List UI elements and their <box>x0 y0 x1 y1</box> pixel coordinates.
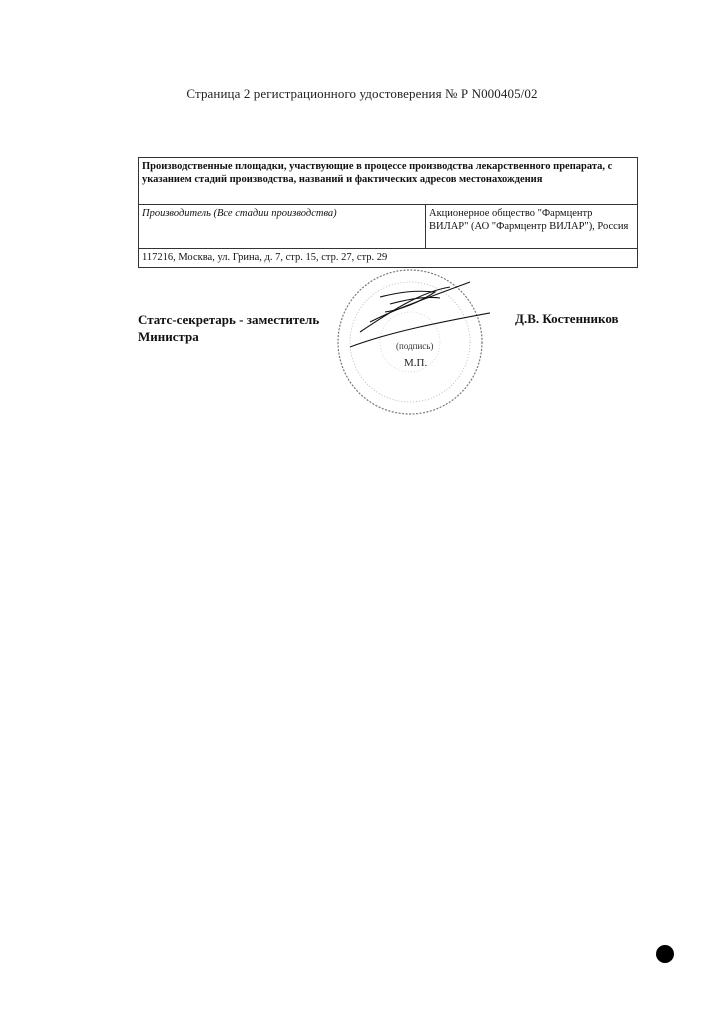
signer-title <box>138 311 338 345</box>
signer-name: Д.В. Костенников <box>515 311 619 326</box>
signature-scribble-icon <box>350 282 490 347</box>
stamp-caption: М.П. <box>404 357 428 369</box>
page-header: Страница 2 регистрационного удостоверения № Р N000405/02 <box>186 86 538 101</box>
table-row <box>139 158 638 205</box>
table-row <box>139 205 638 249</box>
signature-caption: (подпись) <box>396 341 434 351</box>
signer-title-line: Статс-секретарь - заместитель <box>138 312 320 327</box>
page-marker-dot-icon <box>656 945 674 963</box>
manufacturer-address-cell: 117216, Москва, ул. Грина, д. 7, стр. 15, стр. 27, стр. 29 <box>139 249 638 268</box>
production-sites-table <box>138 157 638 268</box>
signer-title-line: Министра <box>138 329 199 344</box>
manufacturer-company-cell: Акционерное общество "Фармцентр ВИЛАР" (АО "Фармцентр ВИЛАР"), Россия <box>426 205 638 249</box>
manufacturer-role-cell: Производитель (Все стадии производства) <box>139 205 426 249</box>
table-heading-cell: Производственные площадки, участвующие в процессе производства лекарственного препарата, с указанием стадий производства, названий и фактических адресов местонахождения <box>139 158 638 205</box>
